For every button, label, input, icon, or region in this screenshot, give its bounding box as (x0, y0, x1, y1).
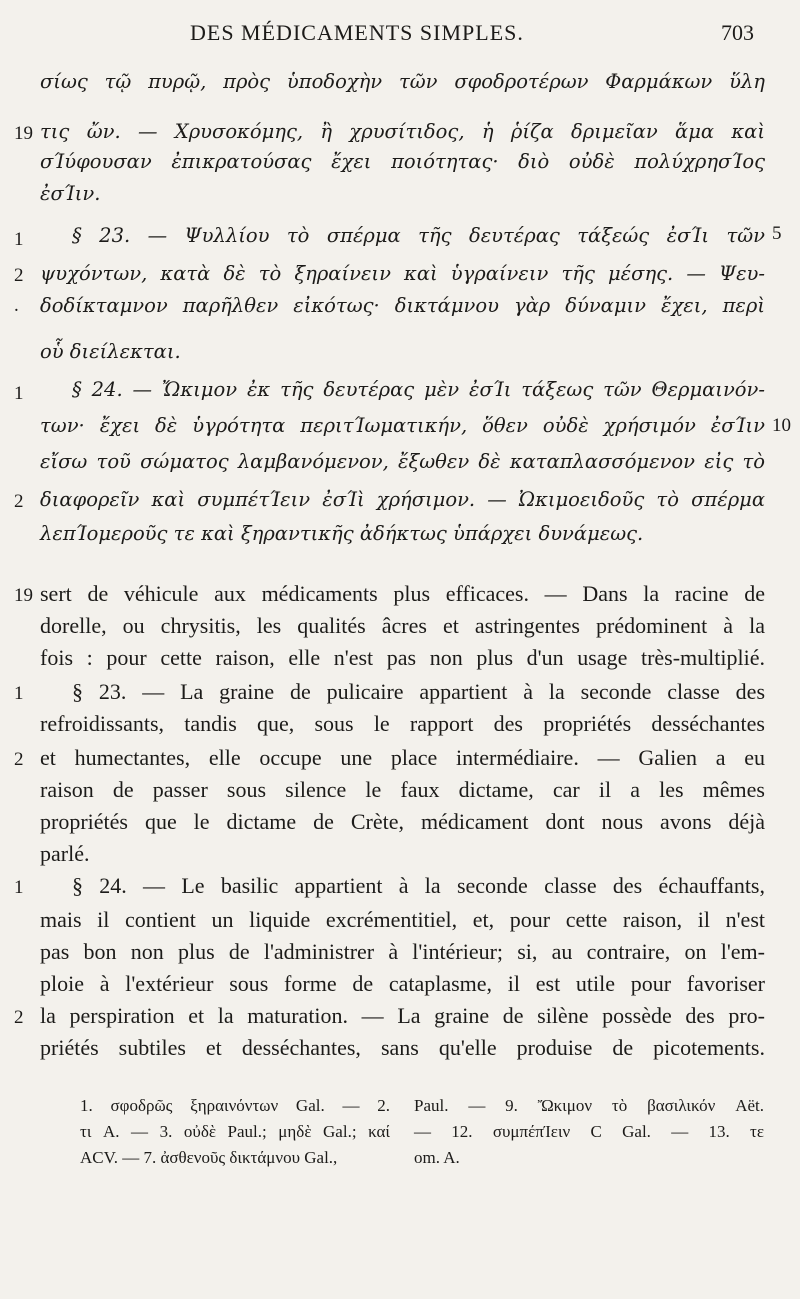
greek-line: § 23. — Ψυλλίου τὸ σπέρμα τῆς δευτέρας τάξεώς ἐσΊι τῶν (72, 224, 765, 247)
margin-line-number: 1 (14, 683, 24, 704)
greek-line: § 24. — Ὤκιμον ἐκ τῆς δευτέρας μὲν ἐσΊι τάξεως τῶν Θερμαινόν- (72, 378, 765, 401)
footnote-line: om. A. (414, 1148, 460, 1167)
footnote-line: 1. σφοδρῶς ξηραινόντων Gal. — 2. (80, 1096, 390, 1115)
margin-line-number: 2 (14, 749, 24, 770)
footnotes-column-1 (80, 1093, 390, 1171)
french-line: dorelle, ou chrysitis, les qualités âcres et astringentes prédominent à la (40, 613, 765, 638)
greek-line: σΊύφουσαν ἐπικρατούσας ἔχει ποιότητας· διὸ οὐδὲ πολύχρησΊος (40, 150, 765, 173)
greek-line: τις ὤν. — Χρυσοκόμης, ἢ χρυσίτιδος, ἡ ῥίζα δριμεῖαν ἅμα καὶ (40, 120, 765, 143)
margin-line-number: 2 (14, 1007, 24, 1028)
french-line: fois : pour cette raison, elle n'est pas non plus d'un usage très-multiplié. (40, 645, 765, 670)
french-line: pas bon non plus de l'administrer à l'intérieur; si, au contraire, on l'em- (40, 939, 765, 964)
greek-line: δοδίκταμνον παρῆλθεν εἰκότως· δικτάμνου γὰρ δύναμιν ἔχει, περὶ (40, 294, 765, 317)
greek-line: ψυχόντων, κατὰ δὲ τὸ ξηραίνειν καὶ ὑγραίνειν τῆς μέσης. — Ψευ- (40, 262, 765, 285)
french-line: refroidissants, tandis que, sous le rapport des propriétés desséchantes (40, 711, 765, 736)
french-line: la perspiration et la maturation. — La graine de silène possède des pro- (40, 1003, 765, 1028)
page-number: 703 (721, 20, 754, 45)
margin-line-number: 10 (772, 415, 791, 436)
french-line: sert de véhicule aux médicaments plus efficaces. — Dans la racine de (40, 581, 765, 606)
margin-line-number: 5 (772, 223, 782, 244)
french-line: § 23. — La graine de pulicaire appartient à la seconde classe des (72, 679, 765, 704)
french-line: mais il contient un liquide excrémentitiel, et, pour cette raison, il n'est (40, 907, 765, 932)
footnote-line: τι A. — 3. οὐδὲ Paul.; μηδὲ Gal.; καί (80, 1122, 390, 1141)
french-line: parlé. (40, 841, 90, 866)
page-header (0, 20, 800, 50)
running-title: DES MÉDICAMENTS SIMPLES. (190, 20, 524, 45)
greek-line: διαφορεῖν καὶ συμπέτΊειν ἐσΊὶ χρήσιμον. — Ὠκιμοειδοῦς τὸ σπέρμα (40, 488, 765, 511)
margin-line-number: 1 (14, 877, 24, 898)
french-line: § 24. — Le basilic appartient à la seconde classe des échauffants, (72, 873, 765, 898)
margin-line-number: 2 (14, 491, 24, 512)
margin-line-number: 19 (14, 123, 33, 144)
footnotes-column-2 (414, 1093, 764, 1171)
footnote-line: Paul. — 9. Ὤκιμον τὸ βασιλικόν Aët. (414, 1096, 764, 1115)
greek-line: ἐσΊιν. (40, 182, 101, 205)
margin-line-number: 1 (14, 229, 24, 250)
footnote-line: — 12. συμπέπΊειν C Gal. — 13. τε (414, 1122, 764, 1141)
greek-line: των· ἔχει δὲ ὑγρότητα περιτΊωματικήν, ὅθεν οὐδὲ χρήσιμόν ἐσΊιν (40, 414, 765, 437)
french-line: raison de passer sous silence le faux dictame, car il a les mêmes (40, 777, 765, 802)
margin-line-number: 19 (14, 585, 33, 606)
french-line: ploie à l'extérieur sous forme de cataplasme, il est utile pour favoriser (40, 971, 765, 996)
french-line: et humectantes, elle occupe une place intermédiaire. — Galien a eu (40, 745, 765, 770)
greek-line: λεπΊομεροῦς τε καὶ ξηραντικῆς ἀδήκτως ὑπάρχει δυνάμεως. (40, 522, 644, 545)
margin-line-number: 2 (14, 265, 24, 286)
footnote-line: ACV. — 7. ἀσθενοῦς δικτάμνου Gal., (80, 1148, 338, 1167)
greek-line: εἴσω τοῦ σώματος λαμβανόμενον, ἔξωθεν δὲ καταπλασσόμενον εἰς τὸ (40, 450, 765, 473)
greek-line: σίως τῷ πυρῷ, πρὸς ὑποδοχὴν τῶν σφοδροτέρων Φαρμάκων ὕλη (40, 70, 765, 93)
greek-line: οὗ διείλεκται. (40, 340, 181, 363)
margin-line-number: 1 (14, 383, 24, 404)
french-line: priétés subtiles et desséchantes, sans qu'elle produise de picotements. (40, 1035, 765, 1060)
margin-line-number: . (14, 295, 19, 316)
french-line: propriétés que le dictame de Crète, médicament dont nous avons déjà (40, 809, 765, 834)
